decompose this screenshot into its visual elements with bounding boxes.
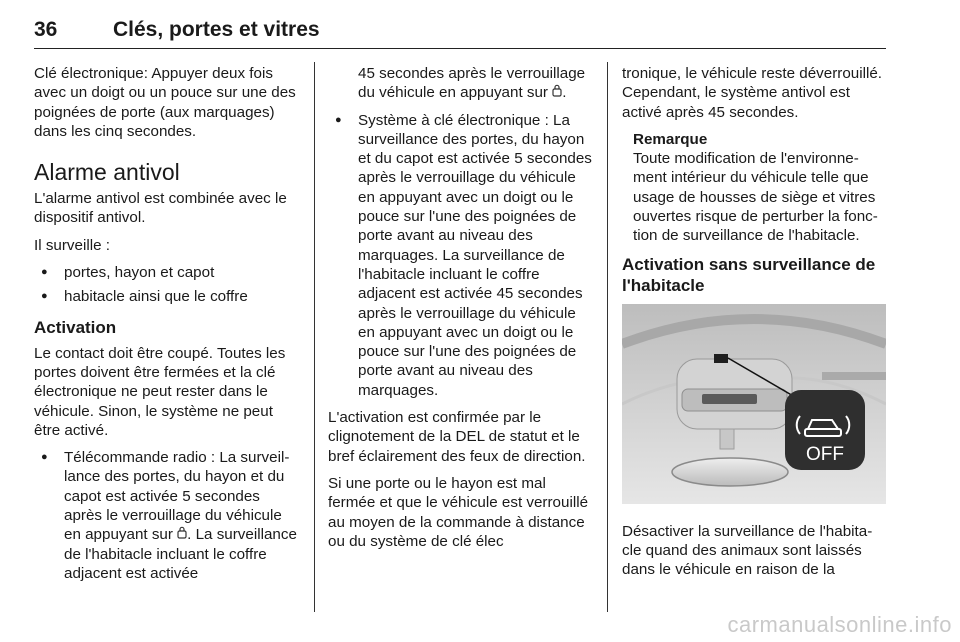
note-title: Remarque bbox=[633, 130, 708, 148]
lock-key-icon bbox=[552, 85, 562, 100]
note-text: Toute modification de l'environnement intérieur du véhicule telle que usage de housses de siège et vitres ouvertes risque de perturber la fonction de surveillance de l'habitacle. bbox=[633, 150, 878, 245]
lock-key-icon bbox=[177, 527, 187, 542]
heading-deactivation: Activation sans surveillance de l'habitacle bbox=[622, 254, 876, 295]
monitors-label: Il surveille : bbox=[34, 236, 110, 254]
chapter-title: Clés, portes et vitres bbox=[113, 18, 320, 41]
remote-continuation bbox=[328, 64, 592, 103]
column-divider-2 bbox=[607, 62, 608, 612]
cont-text-b: . bbox=[562, 84, 567, 102]
door-open-paragraph: Si une porte ou le hayon est mal fermée et que le véhicule est verrouillé au moyen de la commande à distance ou du système de clé élec bbox=[328, 474, 589, 550]
column-3 bbox=[622, 64, 886, 588]
page-number: 36 bbox=[34, 18, 58, 41]
remote-text-b: . La surveillance de l'habitacle incluant le coffre adjacent est activée bbox=[64, 526, 297, 582]
intro-paragraph: Clé électronique: Appuyer deux fois avec un doigt ou un pouce sur une des poignées de porte (aux marquages) dans les cinq secondes. bbox=[34, 65, 296, 140]
column-2 bbox=[328, 64, 592, 559]
monitor-list bbox=[34, 263, 302, 307]
remote-text-a: Télécommande radio : La surveillance des portes, du hayon et du capot est activée 5 secondes après le verrouillage du véhicule en appuyant sur bbox=[64, 449, 290, 544]
watermark: carmanualsonline.info bbox=[727, 612, 952, 637]
column-1 bbox=[34, 64, 302, 591]
keyless-list bbox=[328, 111, 592, 400]
cont-text-a: 45 secondes après le verrouillage du véhicule en appuyant sur bbox=[358, 65, 586, 102]
heading-activation: Activation bbox=[34, 317, 117, 337]
confirm-paragraph: L'activation est confirmée par le clignotement de la DEL de statut et le bref éclairement des feux de direction. bbox=[328, 409, 586, 465]
list-item: ● habitacle ainsi que le coffre bbox=[34, 287, 302, 306]
list-item: ● portes, hayon et capot bbox=[34, 263, 302, 282]
page-header bbox=[34, 14, 886, 49]
alarm-paragraph: L'alarme antivol est combinée avec le dispositif antivol. bbox=[34, 190, 287, 227]
heading-alarm: Alarme antivol bbox=[34, 159, 180, 186]
activation-list bbox=[34, 448, 302, 583]
overhead-console-illustration bbox=[622, 304, 886, 504]
interior-monitoring-figure bbox=[622, 304, 886, 504]
list-item-keyless: ● Système à clé électronique : La surveillance des portes, du hayon et du capot est activée 5 secondes après le verrouillage du véhicule en appuyant avec un doigt ou le pouce sur l'une des poignées de porte avant au niveau des marquages. La surveillance de l'habitacle incluant le coffre adjacent est activée 45 secondes après le verrouillage du véhicule en appuyant avec un doigt ou le pouce sur l'une des poignées de porte avant au niveau des marquages. bbox=[328, 111, 592, 400]
note-box bbox=[622, 130, 886, 246]
deactivate-paragraph: Désactiver la surveillance de l'habitacle quand des animaux sont laissés dans le véhicule en raison de la bbox=[622, 522, 873, 579]
continuation-paragraph: tronique, le véhicule reste déverrouillé. Cependant, le système antivol est activé après 45 secondes. bbox=[622, 65, 883, 121]
off-label: OFF bbox=[806, 443, 844, 465]
list-item-remote bbox=[34, 448, 302, 583]
column-divider-1 bbox=[314, 62, 315, 612]
activation-paragraph: Le contact doit être coupé. Toutes les portes doivent être fermées et la clé électronique ne peut rester dans le véhicule. Sinon, le système ne peut être activé. bbox=[34, 344, 286, 439]
